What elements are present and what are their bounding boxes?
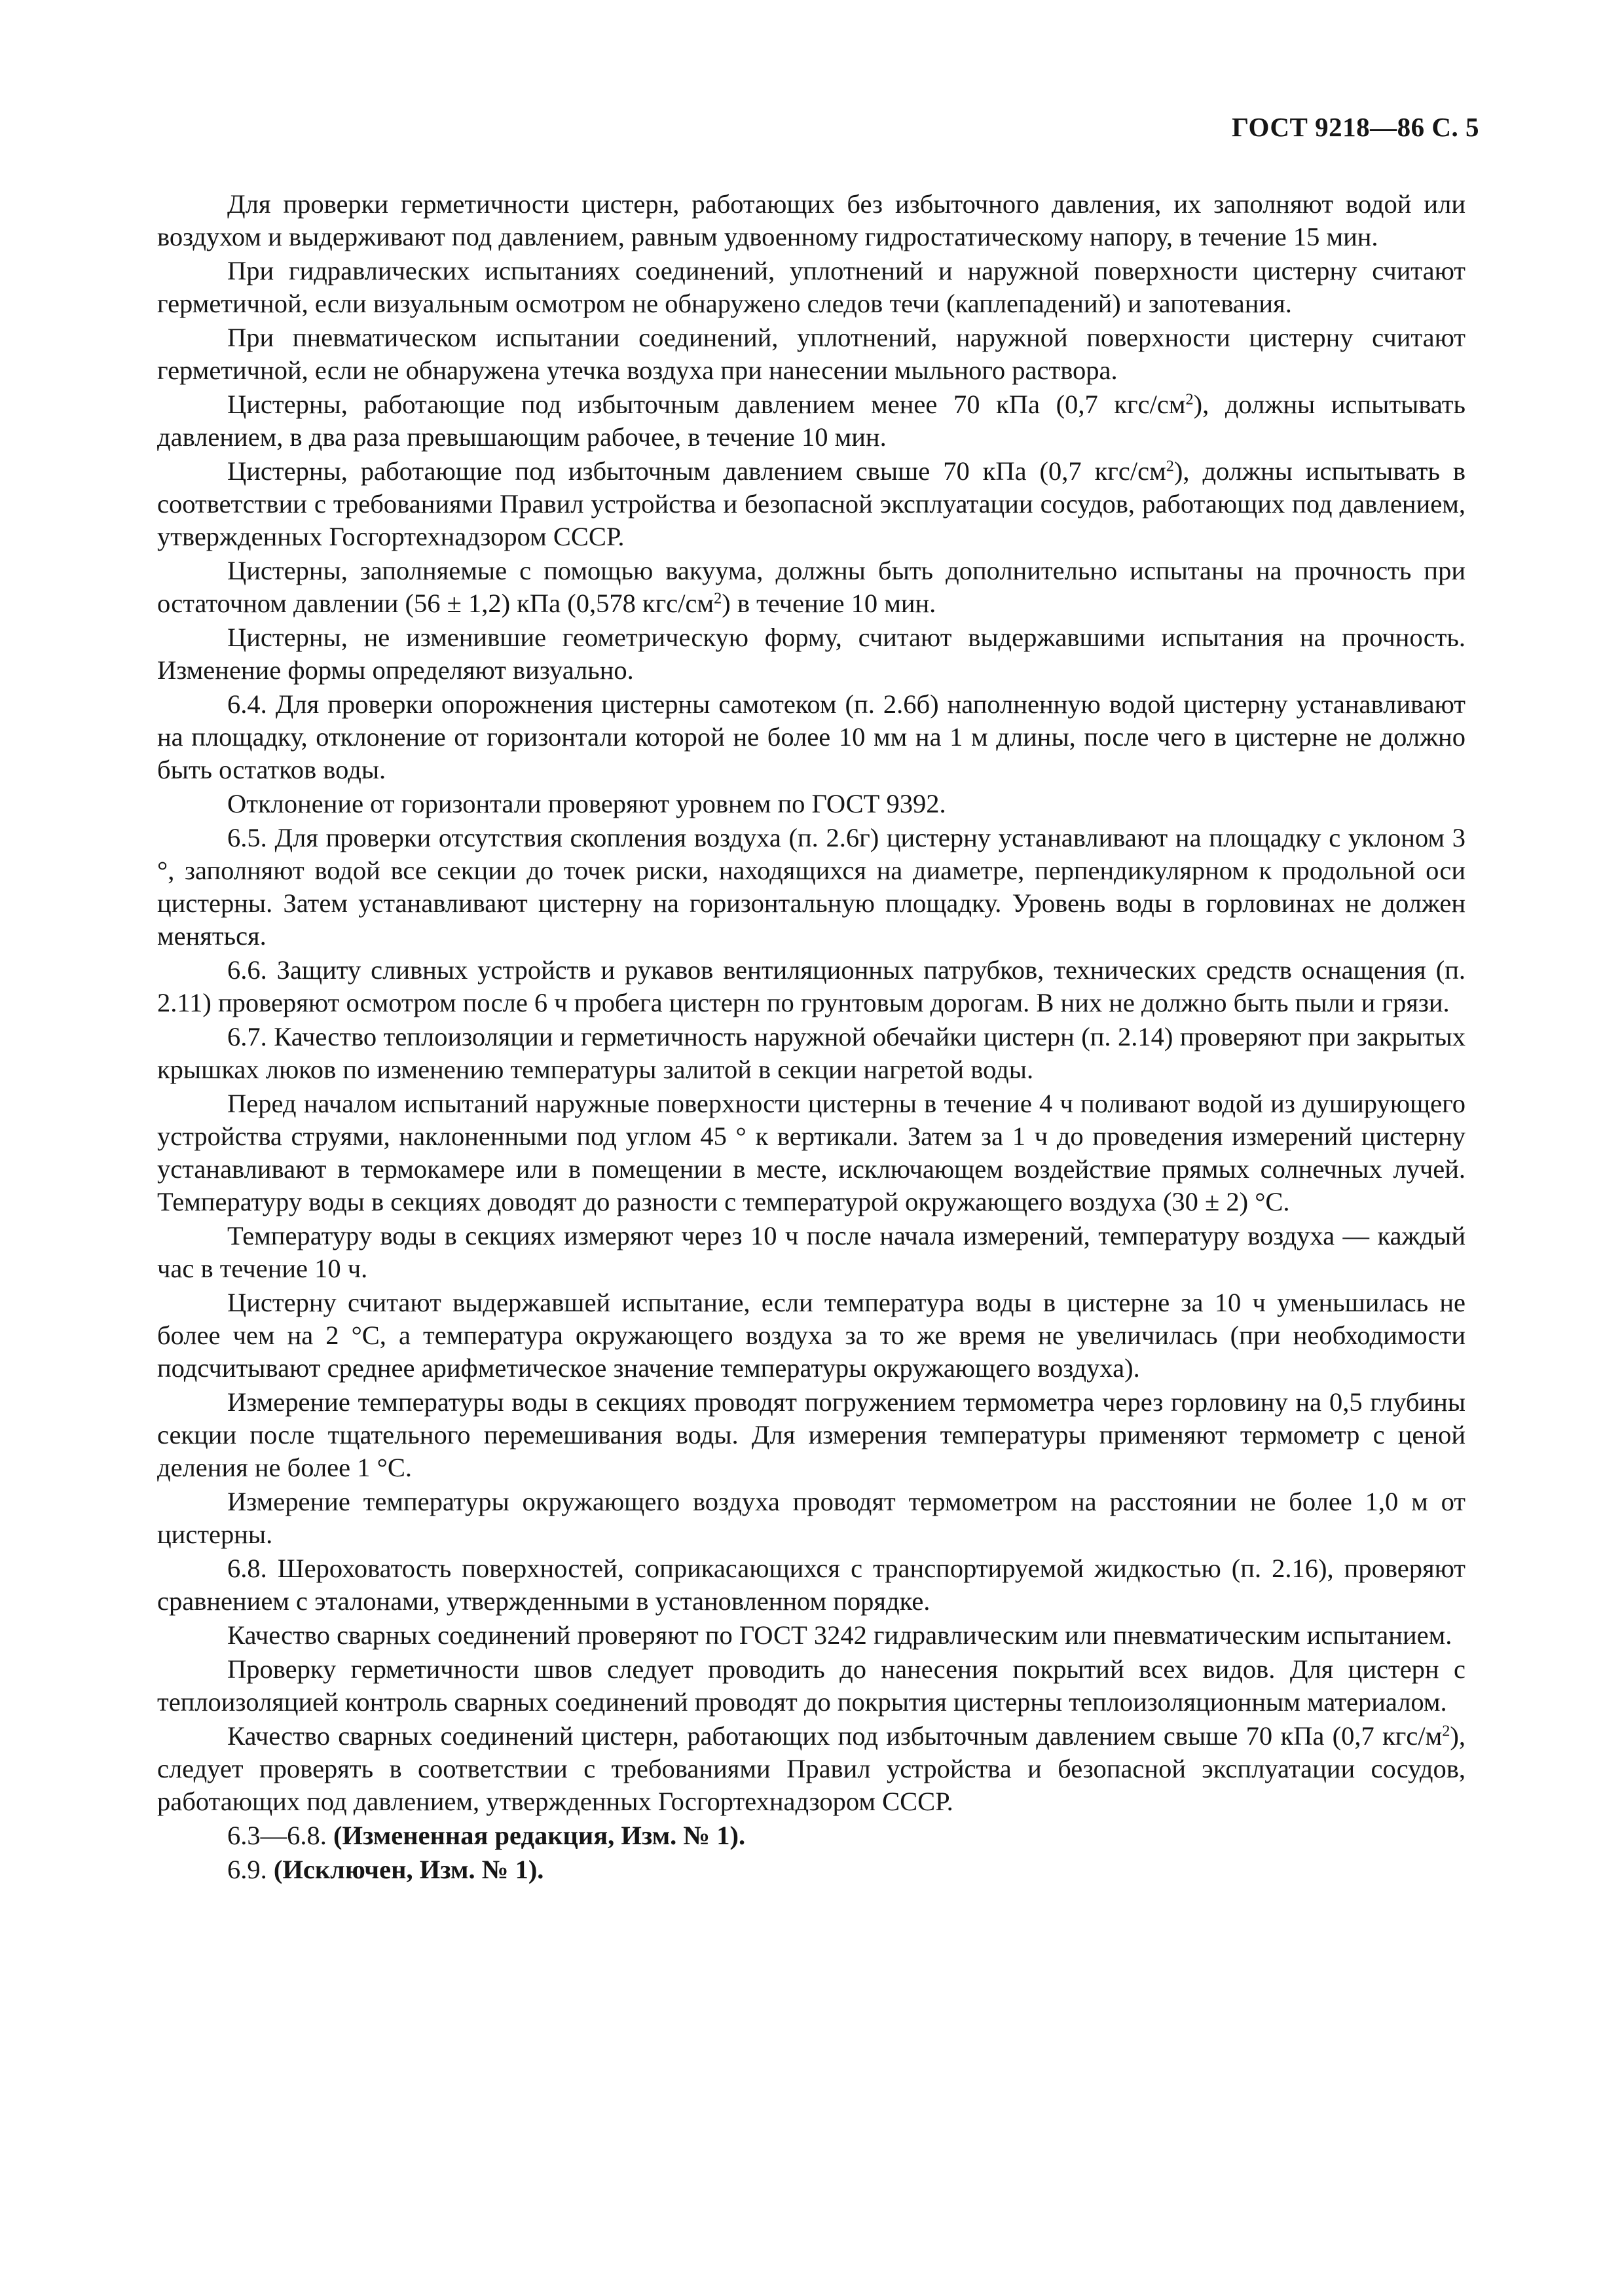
paragraph-text: ), должны испытывать в соответствии с требованиями Правил устройства и безопасной эксплуатации сосудов, работающих под давлением, утвержденных Госгортехнадзором СССР. bbox=[157, 456, 1466, 551]
superscript: 2 bbox=[1185, 390, 1194, 409]
paragraph: 6.7. Качество теплоизоляции и герметичность наружной обечайки цистерн (п. 2.14) проверяют при закрытых крышках люков по изменению температуры залитой в секции нагретой воды. bbox=[157, 1022, 1465, 1084]
paragraph: 6.8. Шероховатость поверхностей, соприкасающихся с транспортируемой жидкостью (п. 2.16), проверяют сравнением с эталонами, утвержденными в установленном порядке. bbox=[157, 1554, 1465, 1616]
paragraph: При пневматическом испытании соединений, уплотнений, наружной поверхности цистерну считают герметичной, если не обнаружена утечка воздуха при нанесении мыльного раствора. bbox=[157, 323, 1465, 385]
paragraph: Перед началом испытаний наружные поверхности цистерны в течение 4 ч поливают водой из душирующего устройства струями, наклоненными под углом 45 ° к вертикали. Затем за 1 ч до проведения измерений цистерну устанавливают в термокамере или в помещении в месте, исключающем воздействие прямых солнечных лучей. Температуру воды в секциях доводят до разности с температурой окружающего воздуха (30 ± 2) °С. bbox=[157, 1089, 1465, 1216]
paragraph: Отклонение от горизонтали проверяют уровнем по ГОСТ 9392. bbox=[227, 789, 946, 818]
paragraph: 6.6. Защиту сливных устройств и рукавов вентиляционных патрубков, технических средств оснащения (п. 2.11) проверяют осмотром после 6 ч пробега цистерн по грунтовым дорогам. В них не должно быть пыли и грязи. bbox=[157, 955, 1465, 1017]
paragraph-text: Качество сварных соединений цистерн, работающих под избыточным давлением свыше 70 кПа (0,7 кгс/м bbox=[227, 1721, 1443, 1751]
superscript: 2 bbox=[1442, 1722, 1450, 1740]
document-body bbox=[157, 188, 1465, 1887]
paragraph: Для проверки герметичности цистерн, работающих без избыточного давления, их заполняют водой или воздухом и выдерживают под давлением, равным удвоенному гидростатическому напору, в течение 15 мин. bbox=[157, 189, 1465, 251]
paragraph: Температуру воды в секциях измеряют через 10 ч после начала измерений, температуру воздуха — каждый час в течение 10 ч. bbox=[157, 1221, 1465, 1283]
paragraph bbox=[157, 555, 1465, 620]
paragraph: Проверку герметичности швов следует проводить до нанесения покрытий всех видов. Для цистерн с теплоизоляцией контроль сварных соединений проводят до покрытия цистерны теплоизоляционным материалом. bbox=[157, 1654, 1465, 1717]
paragraph-text: Цистерны, заполняемые с помощью вакуума, должны быть дополнительно испытаны на прочность при остаточном давлении (56 ± 1,2) кПа (0,578 кгс/см bbox=[157, 556, 1465, 618]
paragraph: При гидравлических испытаниях соединений, уплотнений и наружной поверхности цистерну считают герметичной, если визуальным осмотром не обнаружено следов течи (каплепадений) и запотевания. bbox=[157, 256, 1465, 318]
paragraph: Цистерну считают выдержавшей испытание, если температура воды в цистерне за 10 ч уменьшилась не более чем на 2 °С, а температура окружающего воздуха за то же время не увеличилась (при необходимости подсчитывают среднее арифметическое значение температуры окружающего воздуха). bbox=[157, 1288, 1465, 1383]
paragraph-text: ), следует проверять в соответствии с требованиями Правил устройства и безопасной эксплуатации сосудов, работающих под давлением, утвержденных Госгортехнадзором СССР. bbox=[157, 1721, 1465, 1816]
paragraph-text: Цистерны, работающие под избыточным давлением менее 70 кПа (0,7 кгс/см bbox=[227, 390, 1186, 419]
paragraph: 6.4. Для проверки опорожнения цистерны самотеком (п. 2.6б) наполненную водой цистерну устанавливают на площадку, отклонение от горизонтали которой не более 10 мм на 1 м длины, после чего в цистерне не должно быть остатков воды. bbox=[157, 689, 1465, 784]
paragraph: Измерение температуры воды в секциях проводят погружением термометра через горловину на 0,5 глубины секции после тщательного перемешивания воды. Для измерения температуры применяют термометр с ценой деления не более 1 °С. bbox=[157, 1387, 1465, 1482]
paragraph bbox=[157, 388, 1465, 454]
clause-number: 6.9. bbox=[227, 1855, 274, 1884]
paragraph: Качество сварных соединений проверяют по ГОСТ 3242 гидравлическим или пневматическим испытанием. bbox=[227, 1620, 1452, 1650]
superscript: 2 bbox=[1166, 457, 1174, 475]
paragraph: Цистерны, не изменившие геометрическую форму, считают выдержавшими испытания на прочность. Изменение формы определяют визуально. bbox=[157, 623, 1465, 685]
paragraph bbox=[157, 455, 1465, 553]
page-header: ГОСТ 9218—86 С. 5 bbox=[1231, 112, 1479, 142]
paragraph bbox=[157, 1720, 1465, 1818]
clause-range: 6.3—6.8. bbox=[227, 1821, 333, 1850]
paragraph-text: Цистерны, работающие под избыточным давлением свыше 70 кПа (0,7 кгс/см bbox=[227, 456, 1166, 486]
paragraph-text: ) в течение 10 мин. bbox=[722, 589, 936, 618]
amendment-label: (Исключен, Изм. № 1). bbox=[273, 1855, 544, 1884]
amendment-note bbox=[157, 1853, 1465, 1886]
superscript: 2 bbox=[714, 589, 722, 608]
paragraph: 6.5. Для проверки отсутствия скопления воздуха (п. 2.6г) цистерну устанавливают на площадку с уклоном 3 °, заполняют водой все секции до точек риски, находящихся на диаметре, перпендикулярном к продольной оси цистерны. Затем устанавливают цистерну на горизонтальную площадку. Уровень воды в горловинах не должен меняться. bbox=[157, 823, 1465, 951]
amendment-label: (Измененная редакция, Изм. № 1). bbox=[333, 1821, 746, 1850]
paragraph-text: ), должны испытывать давлением, в два раза превышающим рабочее, в течение 10 мин. bbox=[157, 390, 1465, 452]
paragraph: Измерение температуры окружающего воздуха проводят термометром на расстоянии не более 1,0 м от цистерны. bbox=[157, 1487, 1465, 1549]
amendment-note bbox=[157, 1819, 1465, 1852]
